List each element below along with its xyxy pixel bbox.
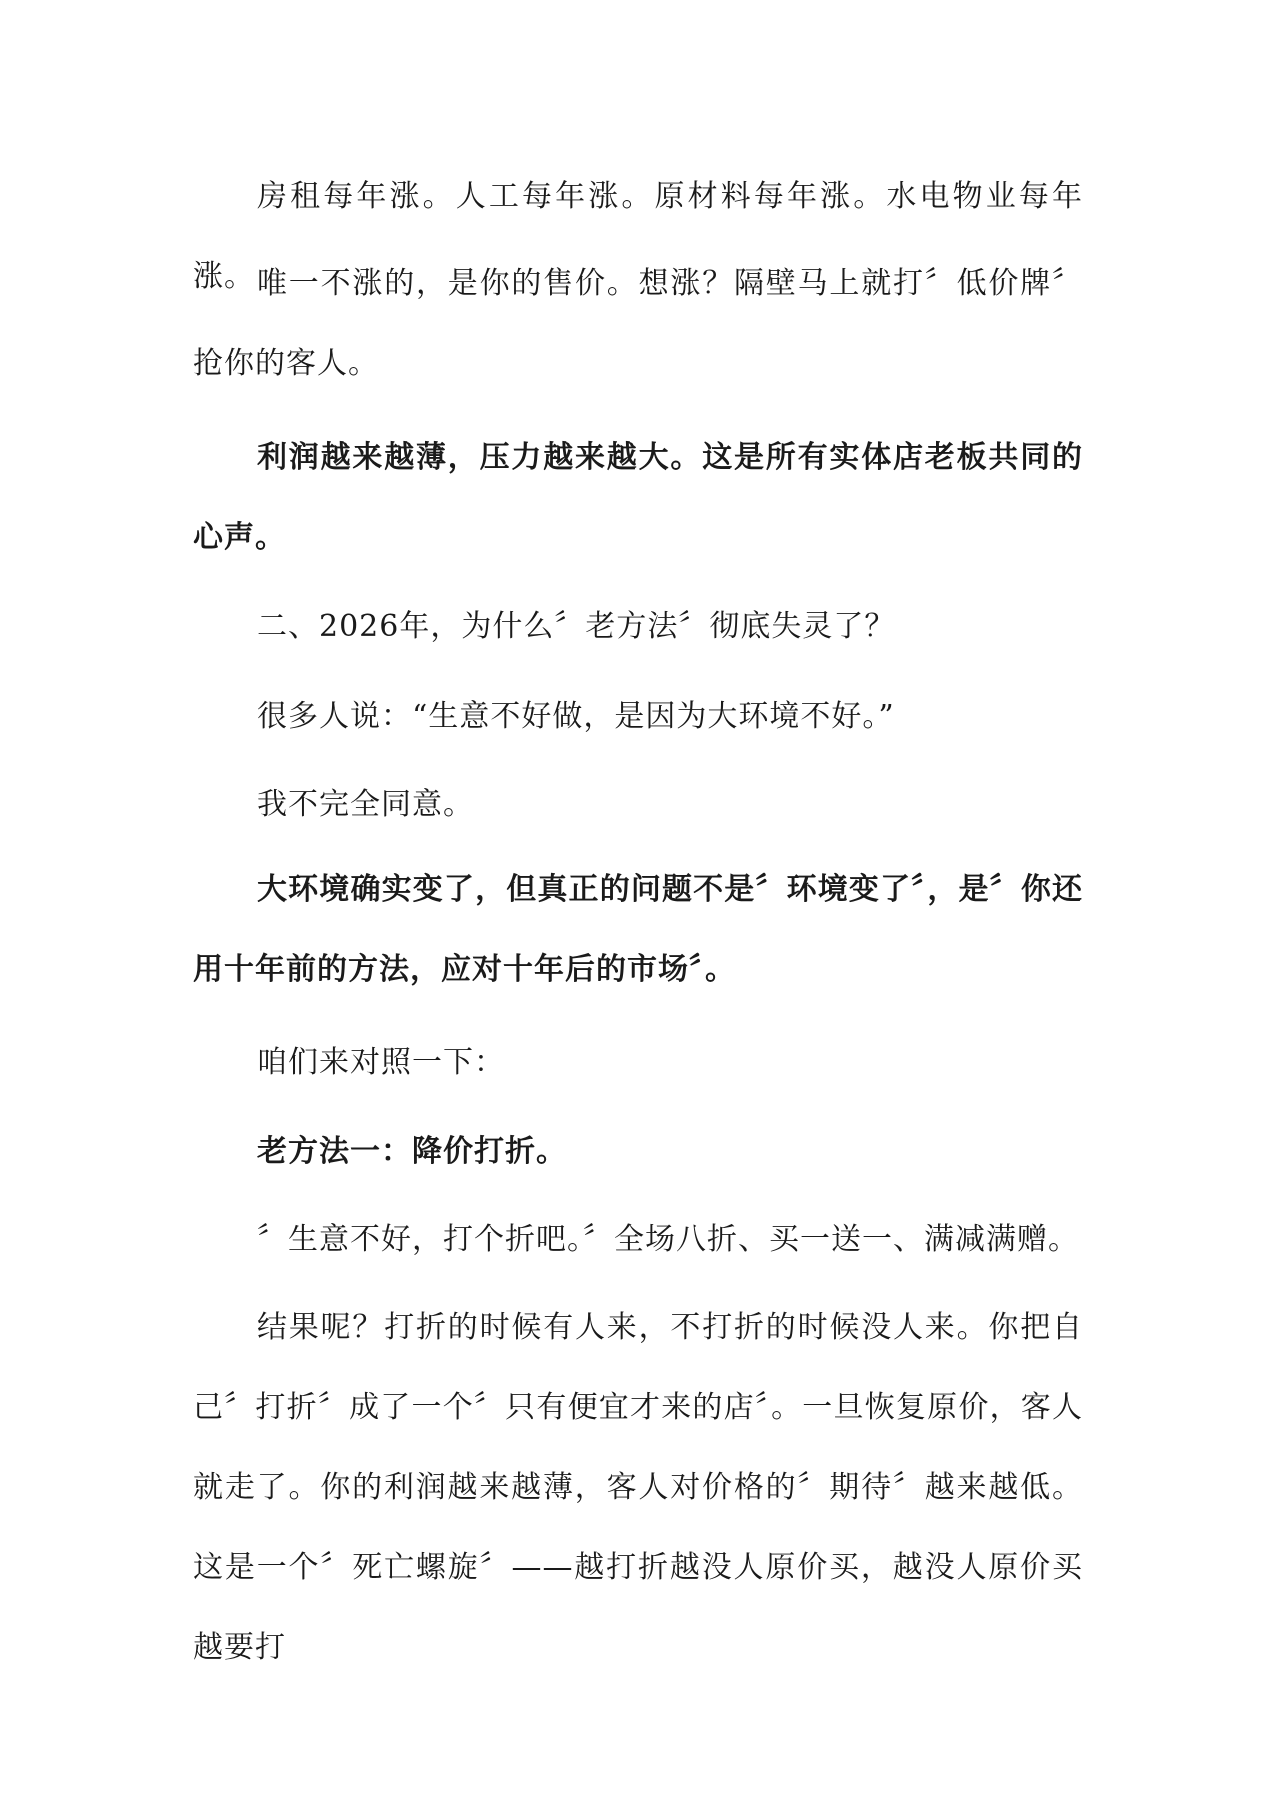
subheading-old-method-one: 老方法一：降价打折。 — [257, 1134, 567, 1169]
paragraph-profit-pressure: 利润越来越薄，压力越来越大。这是所有实体店老板共同的心声。 — [193, 440, 1083, 555]
paragraph-disagree: 我不完全同意。 — [257, 787, 474, 822]
paragraph-price-not-rising: 唯一不涨的，是你的售价。想涨？隔壁马上就打〞低价牌〞抢你的客人。 — [193, 266, 1083, 381]
paragraph-rising-costs: 房租每年涨。人工每年涨。原材料每年涨。水电物业每年涨。 — [193, 179, 1083, 294]
paragraph-many-say: 很多人说：“生意不好做，是因为大环境不好。” — [257, 699, 895, 734]
paragraph-real-problem: 大环境确实变了，但真正的问题不是〞环境变了〞，是〞你还用十年前的方法，应对十年后的市场〞。 — [193, 872, 1083, 987]
paragraph-discount-quote: 〞生意不好，打个折吧。〞全场八折、买一送一、满减满赠。 — [257, 1222, 1079, 1257]
paragraph-compare: 咱们来对照一下： — [257, 1045, 505, 1080]
paragraph-death-spiral: 结果呢？打折的时候有人来，不打折的时候没人来。你把自己〞打折〞成了一个〞只有便宜才来的店〞。一旦恢复原价，客人就走了。你的利润越来越薄，客人对价格的〞期待〞越来越低。这是一个〞死亡螺旋〞——越打折越没人原价买，越没人原价买越要打 — [193, 1310, 1083, 1665]
section-heading-2026: 二、2026年，为什么〞老方法〞彻底失灵了？ — [257, 609, 896, 644]
